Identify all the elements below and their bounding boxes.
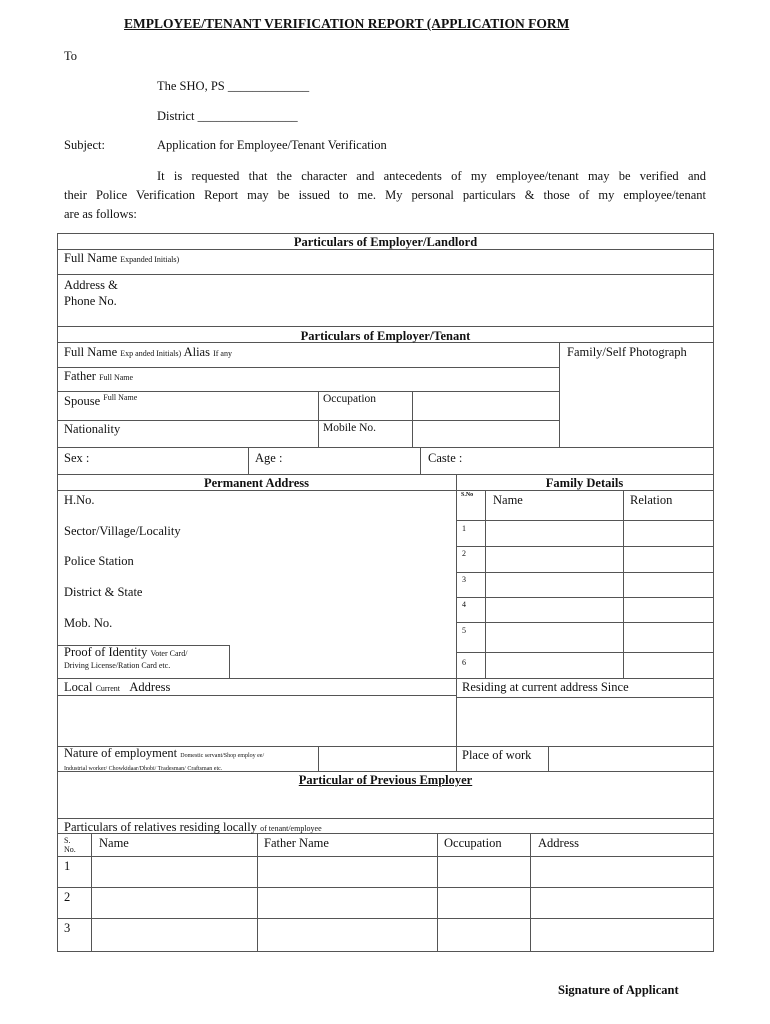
employer-full-name-label xyxy=(64,251,179,266)
relatives-row-number: 2 xyxy=(64,890,71,904)
proof-text: Proof of Identity xyxy=(64,645,148,659)
photograph-box-label: Family/Self Photograph xyxy=(567,345,687,359)
occupation-field[interactable] xyxy=(413,392,558,419)
to-label: To xyxy=(64,49,78,63)
proof-note-2: Driving License/Ration Card etc. xyxy=(64,661,171,670)
subject-label: Subject: xyxy=(64,138,105,152)
paragraph-line-1: It is requested that the character and antecedents of my employee/tenant may be verified and xyxy=(157,169,706,183)
employer-address-line1: Address & xyxy=(64,278,118,292)
family-row-number: 5 xyxy=(462,626,466,635)
relatives-sno-line1: S. xyxy=(64,836,71,845)
local-address-text: Address xyxy=(129,680,171,694)
paragraph-line-3: are as follows: xyxy=(64,207,137,221)
form-title: EMPLOYEE/TENANT VERIFICATION REPORT (APPLICATION FORM xyxy=(124,16,570,31)
employer-full-name-text: Full Name xyxy=(64,251,118,265)
spouse-label xyxy=(64,393,137,409)
family-row-number: 2 xyxy=(462,549,466,558)
sho-line: The SHO, PS _____________ xyxy=(157,79,310,93)
employer-address-field[interactable] xyxy=(130,275,713,325)
family-row-number: 1 xyxy=(462,524,466,533)
tenant-header: Particulars of Employer/Tenant xyxy=(300,329,471,343)
hno-label: H.No. xyxy=(64,493,95,507)
relatives-note: of tenant/employee xyxy=(260,824,322,833)
local-text: Local xyxy=(64,680,93,694)
proof-field[interactable] xyxy=(230,646,455,677)
employment-note-2: Industrial worker/ Chowkidaar/Dhobi/ Tradesman/ Craftsman etc. xyxy=(64,766,223,772)
tenant-full-name-label xyxy=(64,345,232,360)
relatives-address-header: Address xyxy=(538,836,579,850)
local-address-label xyxy=(64,680,170,695)
relatives-sno-line2: No. xyxy=(64,845,76,854)
district-line: District ________________ xyxy=(157,109,298,123)
family-relation-header: Relation xyxy=(630,493,673,507)
sex-label: Sex : xyxy=(64,451,90,465)
relatives-label xyxy=(64,820,322,835)
employer-full-name-note: Expanded Initials) xyxy=(120,255,180,264)
proof-of-identity-label xyxy=(64,646,187,672)
relatives-row-number: 3 xyxy=(64,921,71,935)
mobile-field[interactable] xyxy=(413,421,558,446)
family-details-header: Family Details xyxy=(545,476,624,490)
previous-employer-header: Particular of Previous Employer xyxy=(298,773,473,787)
tenant-full-name-note: Exp anded Initials) xyxy=(120,349,182,358)
sector-label: Sector/Village/Locality xyxy=(64,524,181,538)
family-sno-header: S.No xyxy=(461,492,474,498)
occupation-label: Occupation xyxy=(323,393,377,405)
employer-address-label xyxy=(64,277,118,309)
relatives-occupation-header: Occupation xyxy=(444,836,502,850)
father-note: Full Name xyxy=(99,373,134,382)
family-row-number: 6 xyxy=(462,658,466,667)
family-row-number: 4 xyxy=(462,600,466,609)
father-text: Father xyxy=(64,369,96,383)
permanent-address-header: Permanent Address xyxy=(204,476,309,490)
employer-address-line2: Phone No. xyxy=(64,294,117,308)
tenant-alias-text: Alias xyxy=(183,345,210,359)
relatives-name-header: Name xyxy=(99,836,129,850)
proof-note-1: Voter Card/ xyxy=(150,649,188,658)
previous-employer-field[interactable] xyxy=(58,790,712,817)
employer-header: Particulars of Employer/Landlord xyxy=(293,235,478,249)
employment-text: Nature of employment xyxy=(64,746,178,760)
police-station-label: Police Station xyxy=(64,554,134,568)
employer-full-name-field[interactable] xyxy=(210,250,713,273)
father-label xyxy=(64,369,133,384)
relatives-text: Particulars of relatives residing locally xyxy=(64,820,257,834)
age-label: Age : xyxy=(255,451,283,465)
relatives-sno-header xyxy=(64,836,76,854)
family-row-number: 3 xyxy=(462,575,466,584)
subject-text: Application for Employee/Tenant Verification xyxy=(157,138,387,152)
local-note: Current xyxy=(95,684,121,693)
residing-since-field[interactable] xyxy=(457,698,712,745)
district-state-label: District & State xyxy=(64,585,143,599)
photograph-box[interactable] xyxy=(560,362,713,446)
place-of-work-label: Place of work xyxy=(462,748,532,762)
caste-label: Caste : xyxy=(428,451,463,465)
local-address-field[interactable] xyxy=(58,696,455,745)
employment-note-1: Domestic servant/Shop employ ee/ xyxy=(180,753,265,759)
nationality-label: Nationality xyxy=(64,422,121,436)
employment-nature-label xyxy=(64,748,264,774)
mobile-label: Mobile No. xyxy=(323,422,377,434)
family-name-header: Name xyxy=(493,493,523,507)
residing-since-label: Residing at current address Since xyxy=(462,680,629,694)
request-paragraph xyxy=(64,167,706,224)
employment-nature-field[interactable] xyxy=(319,747,455,770)
paragraph-line-2: their Police Verification Report may be issued to me. My personal particulars & those of my employee/tenant xyxy=(64,188,706,202)
spouse-text: Spouse xyxy=(64,394,101,409)
tenant-full-name-text: Full Name xyxy=(64,345,118,359)
mob-label: Mob. No. xyxy=(64,616,113,630)
relatives-row-number: 1 xyxy=(64,859,71,873)
tenant-alias-note: If any xyxy=(213,349,232,358)
signature-label: Signature of Applicant xyxy=(558,983,679,997)
place-of-work-field[interactable] xyxy=(549,747,712,770)
relatives-father-header: Father Name xyxy=(264,836,329,850)
spouse-note: Full Name xyxy=(103,393,138,402)
